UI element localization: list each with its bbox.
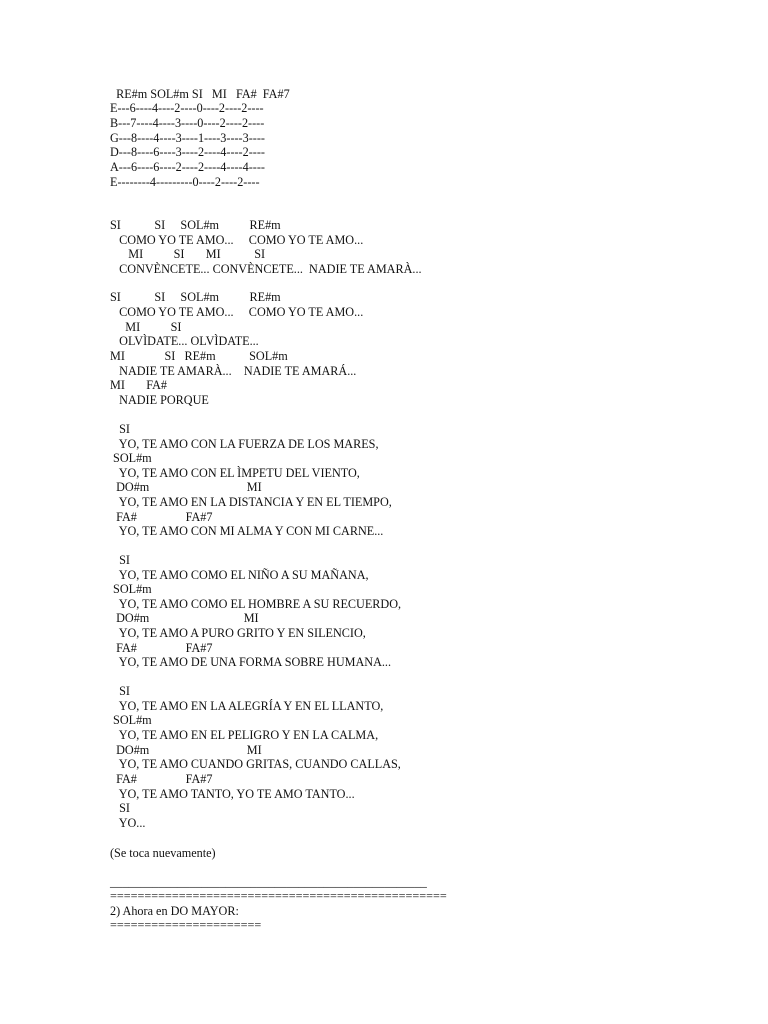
chorus1-chord-line: SI SI SOL#m RE#m [110, 218, 281, 232]
verse3-lyric-line: YO, TE AMO TANTO, YO TE AMO TANTO... [110, 787, 355, 801]
verse2-lyric-line: YO, TE AMO COMO EL NIÑO A SU MAÑANA, [110, 568, 369, 582]
tab-string-g: G---8----4----3----1----3----3---- [110, 131, 265, 145]
verse1-chord-line: DO#m MI [110, 480, 262, 494]
chorus1-lyric-line: COMO YO TE AMO... COMO YO TE AMO... [110, 233, 364, 247]
verse2-lyric-line: YO, TE AMO COMO EL HOMBRE A SU RECUERDO, [110, 597, 402, 611]
chorus2-chord-line: MI SI [110, 320, 182, 334]
tab-string-d: D---8----6----3----2----4----2---- [110, 145, 265, 159]
tab-string-high-e: E---6----4----2----0----2----2---- [110, 101, 264, 115]
chorus2-lyric-line: OLVÌDATE... OLVÌDATE... [110, 334, 259, 348]
verse1-lyric-line: YO, TE AMO CON LA FUERZA DE LOS MARES, [110, 437, 379, 451]
verse3-lyric-line: YO, TE AMO EN EL PELIGRO Y EN LA CALMA, [110, 728, 379, 742]
chorus1-lyric-line: CONVÈNCETE... CONVÈNCETE... NADIE TE AMARÀ... [110, 262, 422, 276]
verse1-chord-line: SI [110, 422, 130, 436]
verse1-lyric-line: YO, TE AMO EN LA DISTANCIA Y EN EL TIEMPO, [110, 495, 392, 509]
verse3-chord-line: SI [110, 684, 130, 698]
verse2-chord-line: DO#m MI [110, 611, 259, 625]
verse2-lyric-line: YO, TE AMO A PURO GRITO Y EN SILENCIO, [110, 626, 366, 640]
verse3-chord-line: DO#m MI [110, 743, 262, 757]
verse3-lyric-line: YO, TE AMO CUANDO GRITAS, CUANDO CALLAS, [110, 757, 401, 771]
chorus2-lyric-line: NADIE TE AMARÀ... NADIE TE AMARÁ... [110, 364, 357, 378]
chorus2-chord-line: MI SI RE#m SOL#m [110, 349, 288, 363]
section-heading: 2) Ahora en DO MAYOR: [110, 904, 239, 918]
verse3-lyric-line: YO, TE AMO EN LA ALEGRÍA Y EN EL LLANTO, [110, 699, 384, 713]
chorus2-chord-line: MI FA# [110, 378, 167, 392]
verse1-chord-line: FA# FA#7 [110, 510, 213, 524]
tab-string-a: A---6----6----2----2----4----4---- [110, 160, 265, 174]
chorus2-lyric-line: COMO YO TE AMO... COMO YO TE AMO... [110, 305, 364, 319]
intro-chords-line: RE#m SOL#m SI MI FA# FA#7 [110, 87, 290, 101]
verse2-chord-line: SOL#m [110, 582, 152, 596]
tab-string-low-e: E--------4---------0----2----2---- [110, 175, 260, 189]
verse3-lyric-line: YO... [110, 816, 146, 830]
verse3-chord-line: SOL#m [110, 713, 152, 727]
underline-rule: ____________________________________________________ [110, 875, 427, 889]
chorus2-lyric-line: NADIE PORQUE [110, 393, 209, 407]
verse3-chord-line: SI [110, 801, 130, 815]
verse1-chord-line: SOL#m [110, 451, 152, 465]
verse2-lyric-line: YO, TE AMO DE UNA FORMA SOBRE HUMANA... [110, 655, 392, 669]
verse1-lyric-line: YO, TE AMO CON EL ÌMPETU DEL VIENTO, [110, 466, 360, 480]
verse2-chord-line: SI [110, 553, 130, 567]
short-separator-rule: ====================== [110, 918, 262, 932]
repeat-note: (Se toca nuevamente) [110, 846, 216, 860]
verse2-chord-line: FA# FA#7 [110, 641, 213, 655]
tab-string-b: B---7----4----3----0----2----2---- [110, 116, 265, 130]
verse1-lyric-line: YO, TE AMO CON MI ALMA Y CON MI CARNE... [110, 524, 384, 538]
chorus1-chord-line: MI SI MI SI [110, 247, 266, 261]
separator-rule: ================================================= [110, 889, 447, 903]
chorus2-chord-line: SI SI SOL#m RE#m [110, 290, 281, 304]
verse3-chord-line: FA# FA#7 [110, 772, 213, 786]
